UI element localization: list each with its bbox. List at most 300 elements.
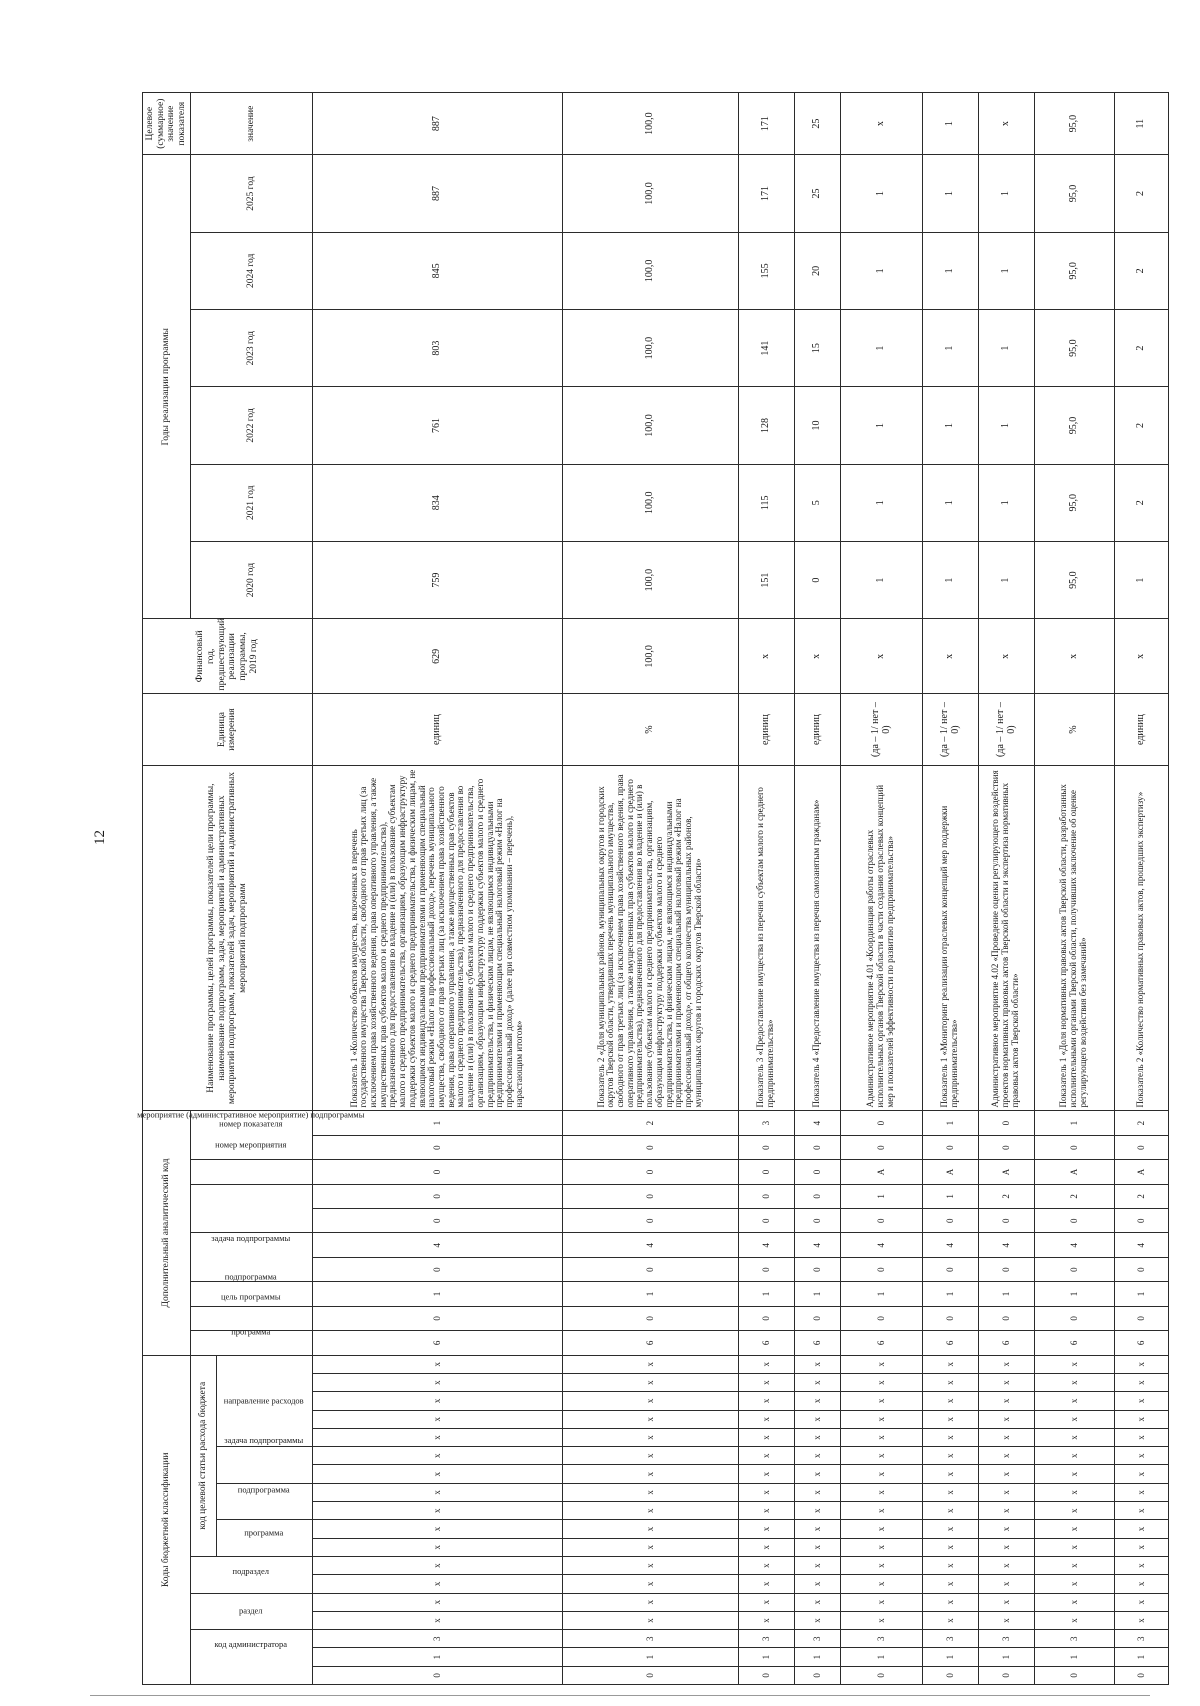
- analytic-code-digit: 0: [312, 1135, 562, 1159]
- budget-code-digit: х: [794, 1428, 840, 1446]
- budget-code-digit: х: [840, 1392, 922, 1410]
- budget-code-digit: х: [562, 1410, 738, 1428]
- analytic-code-digit: 2: [978, 1184, 1034, 1208]
- indicator-unit: %: [562, 694, 738, 765]
- budget-code-digit: х: [840, 1483, 922, 1501]
- budget-code-digit: х: [738, 1410, 794, 1428]
- header-y2025: 2025 год: [190, 155, 312, 232]
- budget-code-digit: 3: [562, 1630, 738, 1648]
- budget-code-digit: х: [562, 1502, 738, 1520]
- analytic-code-digit: 0: [562, 1257, 738, 1281]
- year-value: 1: [978, 387, 1034, 464]
- table-body: [312, 93, 1168, 1685]
- year-value: 1: [978, 232, 1034, 309]
- budget-code-digit: х: [922, 1355, 978, 1373]
- analytic-code-digit: 6: [1114, 1331, 1168, 1355]
- analytic-code-digit: 0: [738, 1209, 794, 1233]
- analytic-code-digit: 0: [840, 1209, 922, 1233]
- indicator-name: Показатель 2 «Количество нормативных правовых актов, прошедших экспертизу»: [1114, 765, 1168, 1111]
- year-value: 1: [840, 232, 922, 309]
- header-admin: код администратора: [190, 1630, 312, 1685]
- budget-code-digit: х: [922, 1556, 978, 1574]
- base-year-value: 629: [312, 619, 562, 694]
- indicator-name: Административное мероприятие 4.02 «Проведение оценки регулирующего воздействия проектов нормативных правовых актов Тверской области и экспертиза нормативных правовых актов Тверской области»: [978, 765, 1034, 1111]
- analytic-code-digit: 4: [1114, 1233, 1168, 1257]
- budget-code-digit: х: [562, 1538, 738, 1556]
- analytic-code-digit: 6: [738, 1331, 794, 1355]
- budget-code-digit: х: [738, 1575, 794, 1593]
- header-subsection: подраздел: [190, 1556, 312, 1593]
- budget-code-digit: х: [1114, 1556, 1168, 1574]
- analytic-code-digit: А: [1034, 1160, 1114, 1184]
- indicator-unit: (да – 1/ нет – 0): [840, 694, 922, 765]
- budget-code-digit: х: [1114, 1428, 1168, 1446]
- budget-code-digit: х: [840, 1520, 922, 1538]
- analytic-code-digit: 0: [562, 1209, 738, 1233]
- budget-code-digit: 1: [562, 1648, 738, 1666]
- budget-code-digit: х: [978, 1465, 1034, 1483]
- budget-code-digit: х: [922, 1373, 978, 1391]
- budget-code-digit: х: [1114, 1483, 1168, 1501]
- analytic-code-digit: 0: [978, 1209, 1034, 1233]
- header-y2023: 2023 год: [190, 310, 312, 387]
- year-value: 5: [794, 464, 840, 541]
- year-value: 100,0: [562, 232, 738, 309]
- analytic-code-digit: 0: [794, 1257, 840, 1281]
- budget-code-digit: х: [978, 1520, 1034, 1538]
- budget-code-digit: 3: [978, 1630, 1034, 1648]
- analytic-code-digit: 1: [312, 1111, 562, 1135]
- analytic-code-digit: 6: [922, 1331, 978, 1355]
- budget-code-digit: 0: [978, 1666, 1034, 1684]
- analytic-code-digit: 1: [922, 1184, 978, 1208]
- analytic-code-digit: 0: [1034, 1306, 1114, 1330]
- target-value: 25: [794, 93, 840, 155]
- budget-code-digit: х: [1034, 1392, 1114, 1410]
- analytic-code-digit: 0: [1034, 1257, 1114, 1281]
- budget-code-digit: х: [562, 1428, 738, 1446]
- year-value: 1: [922, 310, 978, 387]
- year-value: 100,0: [562, 541, 738, 618]
- header-years-group: Годы реализации программы: [143, 155, 191, 619]
- budget-code-digit: х: [738, 1556, 794, 1574]
- analytic-code-digit: 0: [840, 1135, 922, 1159]
- table-row: [840, 93, 922, 1685]
- budget-code-digit: 0: [1034, 1666, 1114, 1684]
- analytic-code-digit: 4: [978, 1233, 1034, 1257]
- budget-code-digit: х: [1034, 1483, 1114, 1501]
- budget-code-digit: х: [738, 1392, 794, 1410]
- year-value: 1: [978, 541, 1034, 618]
- budget-code-digit: 0: [840, 1666, 922, 1684]
- analytic-code-digit: 1: [922, 1282, 978, 1306]
- budget-code-digit: х: [1114, 1392, 1168, 1410]
- analytic-code-digit: 4: [1034, 1233, 1114, 1257]
- budget-code-digit: х: [794, 1538, 840, 1556]
- budget-code-digit: х: [1034, 1520, 1114, 1538]
- budget-code-digit: х: [1114, 1465, 1168, 1483]
- analytic-code-digit: 0: [1114, 1209, 1168, 1233]
- header-y2021: 2021 год: [190, 464, 312, 541]
- table-row: [738, 93, 794, 1685]
- analytic-code-digit: 0: [562, 1184, 738, 1208]
- year-value: 1: [840, 155, 922, 232]
- budget-code-digit: 3: [1034, 1630, 1114, 1648]
- analytic-code-digit: 2: [1034, 1184, 1114, 1208]
- header-a-measure-num: номер мероприятия: [190, 1160, 312, 1184]
- header-y2022: 2022 год: [190, 387, 312, 464]
- budget-code-digit: х: [794, 1447, 840, 1465]
- target-value: 95,0: [1034, 93, 1114, 155]
- year-value: 95,0: [1034, 310, 1114, 387]
- header-y2020: 2020 год: [190, 541, 312, 618]
- budget-code-digit: х: [794, 1465, 840, 1483]
- budget-code-digit: х: [922, 1410, 978, 1428]
- year-value: 128: [738, 387, 794, 464]
- analytic-code-digit: 0: [794, 1160, 840, 1184]
- analytic-code-digit: 0: [312, 1184, 562, 1208]
- budget-code-digit: 0: [562, 1666, 738, 1684]
- year-value: 1: [922, 232, 978, 309]
- budget-code-digit: х: [562, 1520, 738, 1538]
- year-value: 1: [922, 541, 978, 618]
- indicator-name: Показатель 4 «Предоставление имущества из перечня самозанятым гражданам»: [794, 765, 840, 1111]
- budget-code-digit: х: [794, 1520, 840, 1538]
- year-value: 95,0: [1034, 387, 1114, 464]
- year-value: 2: [1114, 464, 1168, 541]
- year-value: 1: [978, 310, 1034, 387]
- budget-code-digit: х: [1034, 1428, 1114, 1446]
- base-year-value: х: [840, 619, 922, 694]
- budget-code-digit: х: [922, 1502, 978, 1520]
- budget-code-digit: х: [922, 1520, 978, 1538]
- target-value: 11: [1114, 93, 1168, 155]
- budget-code-digit: 1: [738, 1648, 794, 1666]
- budget-code-digit: х: [562, 1447, 738, 1465]
- indicator-name: Показатель 1 «Количество объектов имущества, включенных в перечень государственного имущества Тверской области, свободного от прав третьих лиц (за исключением права хозяйственного ведения, права оперативного управления, а также имущественных прав субъектов малого и среднего предпринимательства), предназначенного для предоставления во владение и (или) в пользование субъектам малого и среднего предпринимательства, организациям, образующим инфраструктуру поддержки субъектов малого и среднего предпринимательства, и физическим лицам, не являющимся индивидуальными предпринимателями и применяющим специальный налоговый режим «Налог на профессиональный доход», перечень муниципального имущества, свободного от прав третьих лиц (за исключением права хозяйственного ведения, права оперативного управления, а также имущественных прав субъектов малого и среднего предпринимательства), предназначенного для предоставления во владение и (или) в пользование субъектам малого и среднего предпринимательства, организациям, образующим инфраструктуру поддержки субъектов малого и среднего предпринимательства, и физическим лицам, не являющимся индивидуальными предпринимателями и применяющим специальный налоговый режим «Налог на профессиональный доход» (далее при совместном упоминании – перечень), нарастающим итогом»: [312, 765, 562, 1111]
- budget-code-digit: х: [978, 1392, 1034, 1410]
- analytic-code-digit: 0: [794, 1209, 840, 1233]
- table-row: [922, 93, 978, 1685]
- indicator-unit: (да – 1/ нет – 0): [922, 694, 978, 765]
- budget-code-digit: х: [1114, 1593, 1168, 1611]
- analytic-code-digit: 0: [1114, 1306, 1168, 1330]
- budget-code-digit: 3: [840, 1630, 922, 1648]
- analytic-code-digit: 0: [922, 1306, 978, 1330]
- analytic-code-digit: 1: [312, 1282, 562, 1306]
- header-unit: Единица измерения: [143, 694, 313, 765]
- analytic-code-digit: 0: [738, 1306, 794, 1330]
- year-value: 155: [738, 232, 794, 309]
- table-row: [562, 93, 738, 1685]
- budget-code-digit: х: [1114, 1502, 1168, 1520]
- budget-code-digit: х: [738, 1520, 794, 1538]
- budget-code-digit: 1: [312, 1648, 562, 1666]
- budget-code-digit: х: [922, 1483, 978, 1501]
- budget-code-digit: х: [1034, 1556, 1114, 1574]
- analytic-code-digit: 3: [738, 1111, 794, 1135]
- table-row: [312, 93, 562, 1685]
- analytic-code-digit: 0: [922, 1135, 978, 1159]
- budget-code-digit: х: [922, 1538, 978, 1556]
- budget-code-digit: х: [922, 1428, 978, 1446]
- budget-code-digit: х: [738, 1593, 794, 1611]
- budget-code-digit: х: [1114, 1355, 1168, 1373]
- target-value: х: [840, 93, 922, 155]
- indicator-name: Показатель 1 «Доля нормативных правовых актов Тверской области, разработанных исполнительными органами Тверской области, получивших заключение об оценке регулирующего воздействия без замечаний»: [1034, 765, 1114, 1111]
- table-row: [794, 93, 840, 1685]
- budget-code-digit: х: [312, 1355, 562, 1373]
- budget-code-digit: х: [794, 1373, 840, 1391]
- header-target-value: значение: [190, 93, 312, 155]
- budget-code-digit: х: [1034, 1611, 1114, 1629]
- budget-code-digit: х: [312, 1538, 562, 1556]
- year-value: 95,0: [1034, 155, 1114, 232]
- analytic-code-digit: 0: [794, 1135, 840, 1159]
- analytic-code-digit: 6: [562, 1331, 738, 1355]
- budget-code-digit: х: [840, 1355, 922, 1373]
- analytic-code-digit: 6: [978, 1331, 1034, 1355]
- budget-code-digit: х: [738, 1611, 794, 1629]
- analytic-code-digit: 0: [312, 1160, 562, 1184]
- budget-code-digit: х: [840, 1428, 922, 1446]
- budget-code-digit: х: [738, 1428, 794, 1446]
- analytic-code-digit: 0: [840, 1257, 922, 1281]
- budget-code-digit: х: [312, 1410, 562, 1428]
- budget-code-digit: х: [738, 1355, 794, 1373]
- budget-code-digit: х: [562, 1593, 738, 1611]
- base-year-value: х: [1114, 619, 1168, 694]
- analytic-code-digit: 0: [922, 1257, 978, 1281]
- budget-code-digit: 0: [312, 1666, 562, 1684]
- analytic-code-digit: 0: [978, 1135, 1034, 1159]
- budget-code-digit: 1: [840, 1648, 922, 1666]
- year-value: 115: [738, 464, 794, 541]
- budget-code-digit: х: [738, 1373, 794, 1391]
- rotated-table-frame: [136, 92, 1147, 1685]
- budget-code-digit: 1: [1114, 1648, 1168, 1666]
- budget-code-digit: х: [978, 1373, 1034, 1391]
- budget-code-digit: х: [794, 1575, 840, 1593]
- budget-code-digit: х: [840, 1556, 922, 1574]
- analytic-code-digit: 0: [794, 1184, 840, 1208]
- budget-code-digit: х: [1034, 1410, 1114, 1428]
- budget-code-digit: х: [1034, 1447, 1114, 1465]
- budget-code-digit: х: [312, 1392, 562, 1410]
- budget-code-digit: х: [840, 1373, 922, 1391]
- year-value: 1: [978, 464, 1034, 541]
- budget-code-digit: х: [562, 1465, 738, 1483]
- header-task-direction: задача подпрограммы: [216, 1447, 312, 1484]
- budget-code-digit: х: [312, 1373, 562, 1391]
- analytic-code-digit: 4: [738, 1233, 794, 1257]
- analytic-code-digit: 1: [978, 1282, 1034, 1306]
- analytic-code-digit: А: [922, 1160, 978, 1184]
- budget-code-digit: х: [1114, 1447, 1168, 1465]
- budget-code-digit: х: [1114, 1538, 1168, 1556]
- header-direction: направление расходов: [216, 1355, 312, 1447]
- header-subprogram: подпрограмма: [216, 1483, 312, 1520]
- analytic-code-digit: 0: [1114, 1135, 1168, 1159]
- analytic-code-digit: 4: [794, 1111, 840, 1135]
- budget-code-digit: х: [312, 1611, 562, 1629]
- header-y2024: 2024 год: [190, 232, 312, 309]
- budget-code-digit: 0: [794, 1666, 840, 1684]
- budget-code-digit: х: [978, 1428, 1034, 1446]
- budget-code-digit: х: [1114, 1575, 1168, 1593]
- year-value: 1: [922, 155, 978, 232]
- year-value: 2: [1114, 232, 1168, 309]
- analytic-code-digit: 0: [312, 1306, 562, 1330]
- header-target-group: Целевое (суммарное) значение показателя: [143, 93, 191, 155]
- budget-code-digit: х: [312, 1447, 562, 1465]
- analytic-code-digit: А: [978, 1160, 1034, 1184]
- budget-code-digit: 3: [738, 1630, 794, 1648]
- budget-code-digit: х: [738, 1538, 794, 1556]
- budget-code-digit: х: [738, 1502, 794, 1520]
- budget-code-digit: х: [922, 1611, 978, 1629]
- analytic-code-digit: 6: [794, 1331, 840, 1355]
- analytic-code-digit: 0: [738, 1257, 794, 1281]
- year-value: 151: [738, 541, 794, 618]
- analytic-code-digit: 0: [840, 1306, 922, 1330]
- year-value: 95,0: [1034, 541, 1114, 618]
- budget-code-digit: х: [312, 1593, 562, 1611]
- budget-code-digit: х: [1114, 1520, 1168, 1538]
- analytic-code-digit: 0: [922, 1209, 978, 1233]
- budget-code-digit: 3: [1114, 1630, 1168, 1648]
- year-value: 1: [922, 387, 978, 464]
- budget-code-digit: х: [922, 1447, 978, 1465]
- page-number: 12: [92, 830, 108, 845]
- analytic-code-digit: 1: [922, 1111, 978, 1135]
- year-value: 100,0: [562, 387, 738, 464]
- year-value: 761: [312, 387, 562, 464]
- year-value: 1: [840, 387, 922, 464]
- budget-code-digit: х: [312, 1502, 562, 1520]
- budget-code-digit: х: [840, 1611, 922, 1629]
- analytic-code-digit: 1: [840, 1184, 922, 1208]
- year-value: 141: [738, 310, 794, 387]
- indicator-unit: единиц: [312, 694, 562, 765]
- header-a-subprogram: подпрограмма: [190, 1282, 312, 1306]
- budget-code-digit: х: [922, 1465, 978, 1483]
- budget-code-digit: х: [978, 1556, 1034, 1574]
- indicator-unit: (да – 1/ нет – 0): [978, 694, 1034, 765]
- header-program: программа: [216, 1520, 312, 1557]
- analytic-code-digit: 0: [978, 1257, 1034, 1281]
- year-value: 2: [1114, 387, 1168, 464]
- analytic-code-digit: 0: [738, 1135, 794, 1159]
- budget-code-digit: х: [312, 1483, 562, 1501]
- budget-code-digit: 0: [738, 1666, 794, 1684]
- budget-code-digit: х: [922, 1575, 978, 1593]
- year-value: 1: [840, 464, 922, 541]
- header-analytic-group: Дополнительный аналитический код: [143, 1111, 191, 1355]
- analytic-code-digit: 2: [1114, 1111, 1168, 1135]
- indicator-name: Показатель 2 «Доля муниципальных районов, муниципальных округов и городских округов Тверской области, утвердивших перечень муниципального имущества, свободного от прав третьих лиц (за исключением права хозяйственного ведения, права оперативного управления, а также имущественных прав субъектов малого и среднего предпринимательства), предназначенного для предоставления во владение и (или) в пользование субъектам малого и среднего предпринимательства, организациям, образующим инфраструктуру поддержки субъектов малого и среднего предпринимательства, и физическим лицам, не являющимся индивидуальными предпринимателями и применяющим специальный налоговый режим «Налог на профессиональный доход», от общего количества муниципальных районов, муниципальных округов и городских округов Тверской области»: [562, 765, 738, 1111]
- budget-code-digit: х: [978, 1611, 1034, 1629]
- analytic-code-digit: 4: [312, 1233, 562, 1257]
- budget-code-digit: х: [794, 1556, 840, 1574]
- budget-code-digit: х: [1114, 1373, 1168, 1391]
- analytic-code-digit: 1: [1034, 1111, 1114, 1135]
- budget-code-digit: 0: [1114, 1666, 1168, 1684]
- budget-code-digit: х: [840, 1447, 922, 1465]
- indicator-unit: единиц: [738, 694, 794, 765]
- budget-code-digit: х: [562, 1483, 738, 1501]
- budget-code-digit: х: [922, 1392, 978, 1410]
- rotated-table-container: [136, 92, 1147, 1685]
- indicator-name: Показатель 1 «Мониторинг реализации отраслевых концепций мер поддержки предпринимательства»: [922, 765, 978, 1111]
- budget-code-digit: х: [1034, 1575, 1114, 1593]
- analytic-code-digit: 2: [562, 1111, 738, 1135]
- analytic-code-digit: 1: [1114, 1282, 1168, 1306]
- analytic-code-digit: 1: [794, 1282, 840, 1306]
- header-name: Наименование программы, целей программы, показателей цели программы, наименование подпрограмм, задач, мероприятий и административных мероприятий подпрограмм, показателей задач, мероприятий и административных мероприятий подпрограмм: [143, 765, 313, 1111]
- year-value: 1: [1114, 541, 1168, 618]
- base-year-value: х: [978, 619, 1034, 694]
- analytic-code-digit: 0: [978, 1111, 1034, 1135]
- budget-code-digit: х: [312, 1556, 562, 1574]
- budget-code-digit: х: [562, 1392, 738, 1410]
- year-value: 1: [840, 541, 922, 618]
- budget-code-digit: 1: [978, 1648, 1034, 1666]
- year-value: 803: [312, 310, 562, 387]
- budget-code-digit: х: [840, 1575, 922, 1593]
- target-value: 1: [922, 93, 978, 155]
- analytic-code-digit: 6: [1034, 1331, 1114, 1355]
- budget-code-digit: х: [978, 1355, 1034, 1373]
- year-value: 1: [922, 464, 978, 541]
- budget-code-digit: 1: [1034, 1648, 1114, 1666]
- table-row: [978, 93, 1034, 1685]
- year-value: 171: [738, 155, 794, 232]
- budget-code-digit: х: [922, 1593, 978, 1611]
- budget-code-digit: 1: [922, 1648, 978, 1666]
- budget-code-digit: х: [312, 1465, 562, 1483]
- budget-code-digit: х: [1034, 1373, 1114, 1391]
- target-value: 171: [738, 93, 794, 155]
- budget-code-digit: х: [1034, 1502, 1114, 1520]
- header-section: раздел: [190, 1593, 312, 1630]
- analytic-code-digit: 4: [794, 1233, 840, 1257]
- analytic-code-digit: 1: [1034, 1282, 1114, 1306]
- analytic-code-digit: 0: [562, 1135, 738, 1159]
- budget-code-digit: х: [794, 1355, 840, 1373]
- analytic-code-digit: 0: [562, 1306, 738, 1330]
- budget-code-digit: х: [840, 1410, 922, 1428]
- year-value: 10: [794, 387, 840, 464]
- header-a-task-subprogram: задача подпрограммы: [190, 1233, 312, 1282]
- budget-code-digit: х: [1114, 1611, 1168, 1629]
- budget-code-digit: 3: [922, 1630, 978, 1648]
- budget-code-digit: х: [738, 1447, 794, 1465]
- budget-code-digit: х: [794, 1410, 840, 1428]
- analytic-code-digit: А: [840, 1160, 922, 1184]
- budget-code-digit: х: [794, 1483, 840, 1501]
- indicator-unit: единиц: [1114, 694, 1168, 765]
- budget-code-digit: х: [1034, 1465, 1114, 1483]
- year-value: 887: [312, 155, 562, 232]
- budget-code-digit: х: [1034, 1538, 1114, 1556]
- analytic-code-digit: 0: [1034, 1209, 1114, 1233]
- budget-code-digit: х: [562, 1355, 738, 1373]
- budget-code-digit: х: [840, 1502, 922, 1520]
- year-value: 834: [312, 464, 562, 541]
- year-value: 2: [1114, 155, 1168, 232]
- analytic-code-digit: А: [1114, 1160, 1168, 1184]
